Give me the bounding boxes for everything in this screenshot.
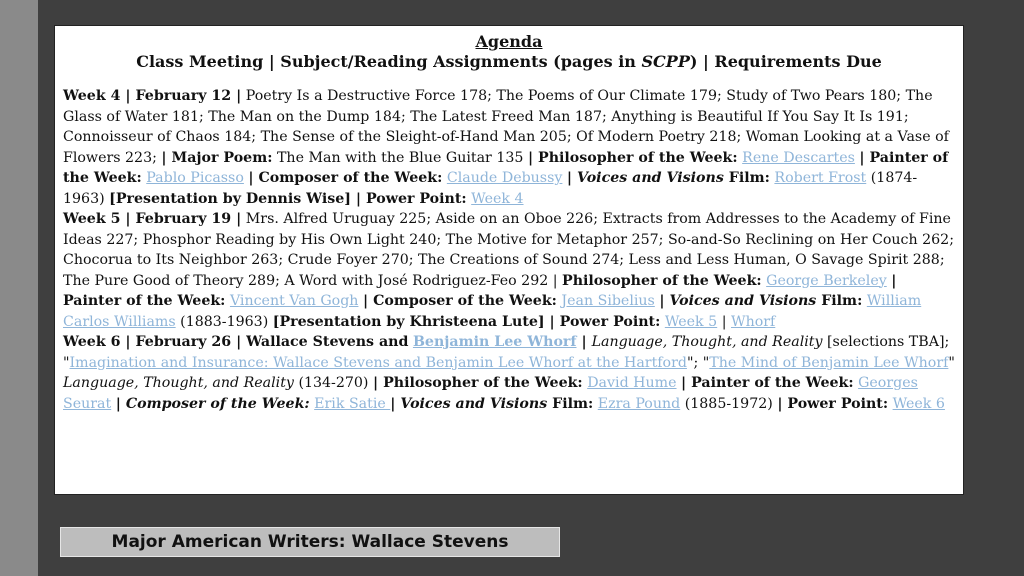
- week-6-book-2: Language, Thought, and Reality: [63, 375, 294, 391]
- week-6-painter-label: | Painter of the Week:: [681, 375, 854, 391]
- week-6-book: Language, Thought, and Reality: [591, 334, 823, 350]
- week-4-heading: Week 4 | February 12 |: [63, 88, 242, 104]
- week-6-pp-label: | Power Point:: [777, 395, 889, 412]
- agenda-title: Agenda: [475, 32, 543, 51]
- week-4-film-link[interactable]: Robert Frost: [774, 170, 867, 186]
- week-5-painter-link[interactable]: Vincent Van Gogh: [229, 293, 359, 309]
- week-6-entry: [63, 332, 955, 414]
- week-6-composer-label: | Composer of the Week:: [115, 395, 310, 412]
- week-6-heading: Week 6 | February 26 | Wallace Stevens and: [63, 334, 409, 350]
- footer-title: Major American Writers: Wallace Stevens: [111, 532, 509, 552]
- week-6-pages: (134-270): [293, 375, 373, 391]
- week-5-painter-label: | Painter of the Week:: [63, 272, 897, 309]
- week-5-pp-sep: |: [717, 313, 731, 330]
- week-4-composer-label: | Composer of the Week:: [248, 170, 443, 186]
- week-5-philosopher-label: Philosopher of the Week:: [562, 272, 762, 289]
- week-6-sep1: |: [576, 334, 592, 350]
- week-5-heading: Week 5 | February 19 |: [63, 211, 242, 227]
- week-6-vv-label: Voices and Visions: [400, 395, 548, 412]
- week-5-film-label: Film:: [816, 293, 863, 309]
- week-4-film-label: Film:: [723, 170, 770, 186]
- week-4-major-poem-label: | Major Poem:: [161, 149, 273, 166]
- agenda-panel: [54, 25, 964, 495]
- week-5-powerpoint-link[interactable]: Week 5: [664, 313, 718, 330]
- week-6-composer-link[interactable]: Erik Satie: [314, 395, 391, 412]
- week-6-powerpoint-link[interactable]: Week 6: [892, 395, 945, 412]
- week-4-readings: Poetry Is a Destructive Force 178; The Poems of Our Climate 179; Study of Two Pears 180; The Glass of Water 181; The Man on the Dump 184; The Latest Freed Man 187; Anything is Beautiful If You Say It Is 191; Connoisseur of Chaos 184; The Sense of the Sleight-of-Hand Man 205; Of Modern Poetry 218; Woman Looking at a Vase of Flowers 223;: [63, 88, 949, 166]
- week-5-entry: [63, 209, 955, 332]
- week-4-composer-link[interactable]: Claude Debussy: [446, 170, 563, 186]
- week-5-whorf-link[interactable]: Whorf: [731, 313, 776, 330]
- week-5-film-link[interactable]: William Carlos Williams: [63, 293, 922, 330]
- week-4-painter-link[interactable]: Pablo Picasso: [146, 170, 244, 186]
- week-4-philosopher-label: | Philosopher of the Week:: [527, 149, 738, 166]
- week-4-powerpoint-link[interactable]: Week 4: [471, 190, 524, 207]
- agenda-subtitle: [63, 51, 955, 72]
- week-6-film-label: Film:: [547, 395, 594, 412]
- week-4-vv-label: Voices and Visions: [577, 170, 724, 186]
- week-4-major-poem: The Man with the Blue Guitar 135: [272, 149, 528, 166]
- week-6-philosopher-label: | Philosopher of the Week:: [372, 375, 583, 391]
- week-6-vv-sep: |: [390, 395, 401, 412]
- week-6-article-2-link[interactable]: The Mind of Benjamin Lee Whorf: [709, 354, 949, 371]
- week-4-entry: [63, 86, 955, 209]
- week-5-vv-label: Voices and Visions: [669, 293, 817, 309]
- week-5-film-years: (1883-1963): [175, 313, 273, 330]
- week-5-composer-label: | Composer of the Week:: [362, 293, 557, 309]
- week-4-film-years: (1874-1963): [63, 170, 918, 207]
- week-6-film-link[interactable]: Ezra Pound: [597, 395, 681, 412]
- week-6-philosopher-link[interactable]: David Hume: [587, 375, 677, 391]
- week-5-vv-sep: |: [659, 293, 670, 309]
- week-4-vv-sep: |: [566, 170, 578, 186]
- week-4-painter-label: | Painter of the Week:: [63, 149, 949, 186]
- week-6-painter-link[interactable]: Georges Seurat: [63, 375, 918, 412]
- week-5-presentation: [Presentation by Khristeena Lute] | Power Point:: [272, 313, 661, 330]
- subtitle-part-b: ) | Requirements Due: [689, 52, 882, 71]
- week-5-readings: Mrs. Alfred Uruguay 225; Aside on an Oboe 226; Extracts from Addresses to the Academy of Fine Ideas 227; Phosphor Reading by His Own Light 240; The Motive for Metaphor 257; So-and-So Reclining on Her Couch 262; Chocorua to Its Neighbor 263; Crude Foyer 270; The Creations of Sound 274; Less and Less Human, O Savage Spirit 288; The Pure Good of Theory 289; A Word with José Rodriguez-Feo 292 |: [63, 211, 954, 289]
- week-4-philosopher-link[interactable]: Rene Descartes: [742, 149, 855, 166]
- subtitle-part-a: Class Meeting | Subject/Reading Assignments (pages in: [136, 52, 642, 71]
- subtitle-italic: SCPP: [641, 52, 690, 71]
- week-5-philosopher-link[interactable]: George Berkeley: [766, 272, 887, 289]
- week-6-selections: [selections TBA]; ": [63, 334, 950, 371]
- week-6-film-years: (1885-1972): [680, 395, 778, 412]
- week-6-end-quote: ": [948, 354, 955, 371]
- week-6-whorf-link[interactable]: Benjamin Lee Whorf: [412, 334, 577, 350]
- footer-title-bar: [60, 527, 560, 557]
- left-edge-strip: [0, 0, 38, 576]
- week-6-article-1-link[interactable]: Imagination and Insurance: Wallace Stevens and Benjamin Lee Whorf at the Hartford: [69, 354, 687, 371]
- week-6-mid-quote: "; ": [686, 354, 710, 371]
- week-4-presentation: [Presentation by Dennis Wise] | Power Point:: [109, 190, 467, 207]
- week-5-composer-link[interactable]: Jean Sibelius: [561, 293, 655, 309]
